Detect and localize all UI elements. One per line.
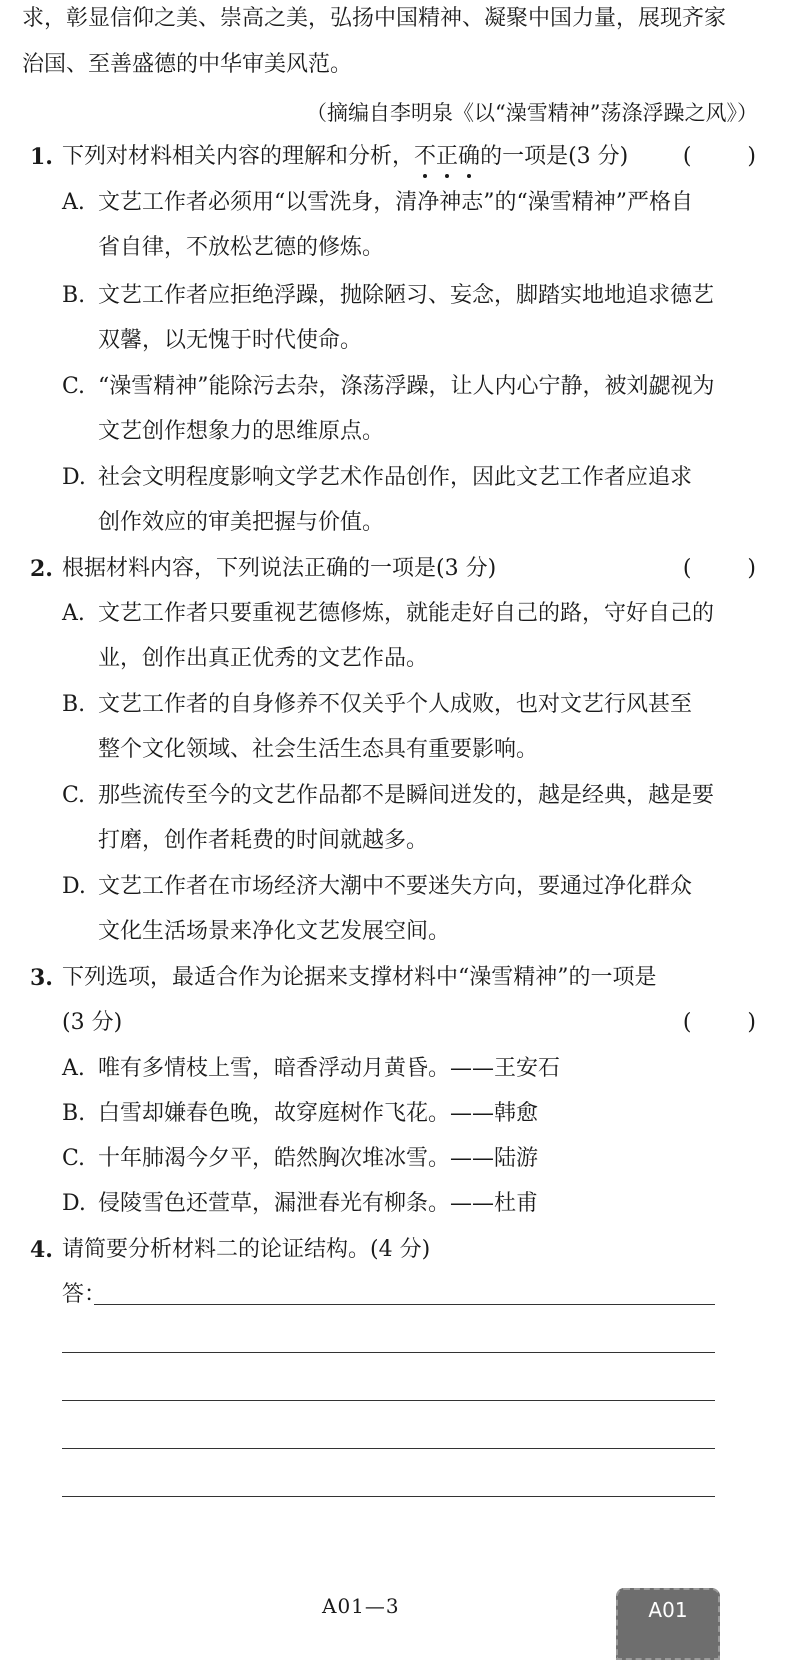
q2-option-b-line-1: 文艺工作者的自身修养不仅关乎个人成败，也对文艺行风甚至 <box>98 692 693 717</box>
question-4-number: 4. <box>30 1237 53 1263</box>
q1-option-d-line-2: 创作效应的审美把握与价值。 <box>98 510 385 535</box>
intro-line-1: 求，彰显信仰之美、崇高之美，弘扬中国精神、凝聚中国力量，展现齐家 <box>22 6 727 31</box>
question-1-answer-paren: ( ) <box>682 144 756 169</box>
page-number: A01—3 <box>322 1594 400 1618</box>
q2-option-b-letter: B. <box>62 692 86 717</box>
q3-option-c-line-1: 十年肺渴今夕平，皓然胸次堆冰雪。——陆游 <box>98 1146 539 1171</box>
q1-option-a-letter: A. <box>62 190 85 215</box>
section-tab <box>616 1588 720 1660</box>
q2-option-d-line-1: 文艺工作者在市场经济大潮中不要迷失方向，要通过净化群众 <box>98 874 693 899</box>
answer-line-2[interactable] <box>62 1352 715 1353</box>
q2-option-d-letter: D. <box>62 874 86 899</box>
question-1-number: 1. <box>30 144 53 170</box>
q3-option-b-line-1: 白雪却嫌春色晚，故穿庭树作飞花。——韩愈 <box>98 1101 539 1126</box>
question-2-answer-paren: ( ) <box>682 556 756 581</box>
section-tab-label: A01 <box>648 1598 688 1622</box>
intro-line-2: 治国、至善盛德的中华审美风范。 <box>22 52 353 77</box>
answer-line-1[interactable] <box>94 1304 715 1305</box>
q2-option-c-line-2: 打磨，创作者耗费的时间就越多。 <box>98 828 429 853</box>
q1-option-d-letter: D. <box>62 465 86 490</box>
q3-option-a-line-1: 唯有多情枝上雪，暗香浮动月黄昏。——王安石 <box>98 1056 561 1081</box>
q2-option-d-line-2: 文化生活场景来净化文艺发展空间。 <box>98 919 451 944</box>
source-citation: （摘编自李明泉《以“澡雪精神”荡涤浮躁之风》） <box>306 101 758 125</box>
question-2-text: 根据材料内容，下列说法正确的一项是(3 分) <box>62 556 497 581</box>
q3-option-a-letter: A. <box>62 1056 85 1081</box>
question-3-answer-paren: ( ) <box>682 1010 756 1035</box>
q1-option-c-line-1: “澡雪精神”能除污去杂，涤荡浮躁，让人内心宁静，被刘勰视为 <box>98 374 715 399</box>
q1-option-a-line-2: 省自律，不放松艺德的修炼。 <box>98 235 385 260</box>
q2-option-a-line-1: 文艺工作者只要重视艺德修炼，就能走好自己的路，守好自己的 <box>98 601 715 626</box>
q1-option-a-line-1: 文艺工作者必须用“以雪洗身，清净神志”的“澡雪精神”严格自 <box>98 190 693 215</box>
question-1-emphasis-char-1: 不 <box>414 142 436 172</box>
question-3-text: 下列选项，最适合作为论据来支撑材料中“澡雪精神”的一项是 <box>62 965 657 990</box>
q1-option-b-line-1: 文艺工作者应拒绝浮躁，抛除陋习、妄念，脚踏实地地追求德艺 <box>98 283 715 308</box>
q3-option-d-letter: D. <box>62 1191 86 1216</box>
q3-option-d-line-1: 侵陵雪色还萱草，漏泄春光有柳条。——杜甫 <box>98 1191 539 1216</box>
q3-option-c-letter: C. <box>62 1146 86 1171</box>
question-3-number: 3. <box>30 965 53 991</box>
question-3-score: (3 分) <box>62 1010 123 1035</box>
q1-option-d-line-1: 社会文明程度影响文学艺术作品创作，因此文艺工作者应追求 <box>98 465 693 490</box>
question-1-text-after: 的一项是(3 分) <box>480 144 629 169</box>
q2-option-c-letter: C. <box>62 783 86 808</box>
question-1-emphasis-char-2: 正 <box>436 142 458 172</box>
q2-option-b-line-2: 整个文化领域、社会生活生态具有重要影响。 <box>98 737 539 762</box>
q1-option-c-line-2: 文艺创作想象力的思维原点。 <box>98 419 385 444</box>
question-1-text-before: 下列对材料相关内容的理解和分析， <box>62 144 415 169</box>
q2-option-a-line-2: 业，创作出真正优秀的文艺作品。 <box>98 646 429 671</box>
question-2-number: 2. <box>30 556 53 582</box>
q1-option-b-letter: B. <box>62 283 86 308</box>
question-4-text: 请简要分析材料二的论证结构。(4 分) <box>62 1237 431 1262</box>
q2-option-a-letter: A. <box>62 601 85 626</box>
q3-option-b-letter: B. <box>62 1101 86 1126</box>
q2-option-c-line-1: 那些流传至今的文艺作品都不是瞬间迸发的，越是经典，越是要 <box>98 783 715 808</box>
question-1-emphasis-char-3: 确 <box>458 142 480 172</box>
answer-line-4[interactable] <box>62 1448 715 1449</box>
answer-line-3[interactable] <box>62 1400 715 1401</box>
q1-option-b-line-2: 双馨，以无愧于时代使命。 <box>98 328 363 353</box>
answer-label: 答： <box>62 1282 107 1307</box>
q1-option-c-letter: C. <box>62 374 86 399</box>
answer-line-5[interactable] <box>62 1496 715 1497</box>
question-1-text <box>62 142 628 172</box>
